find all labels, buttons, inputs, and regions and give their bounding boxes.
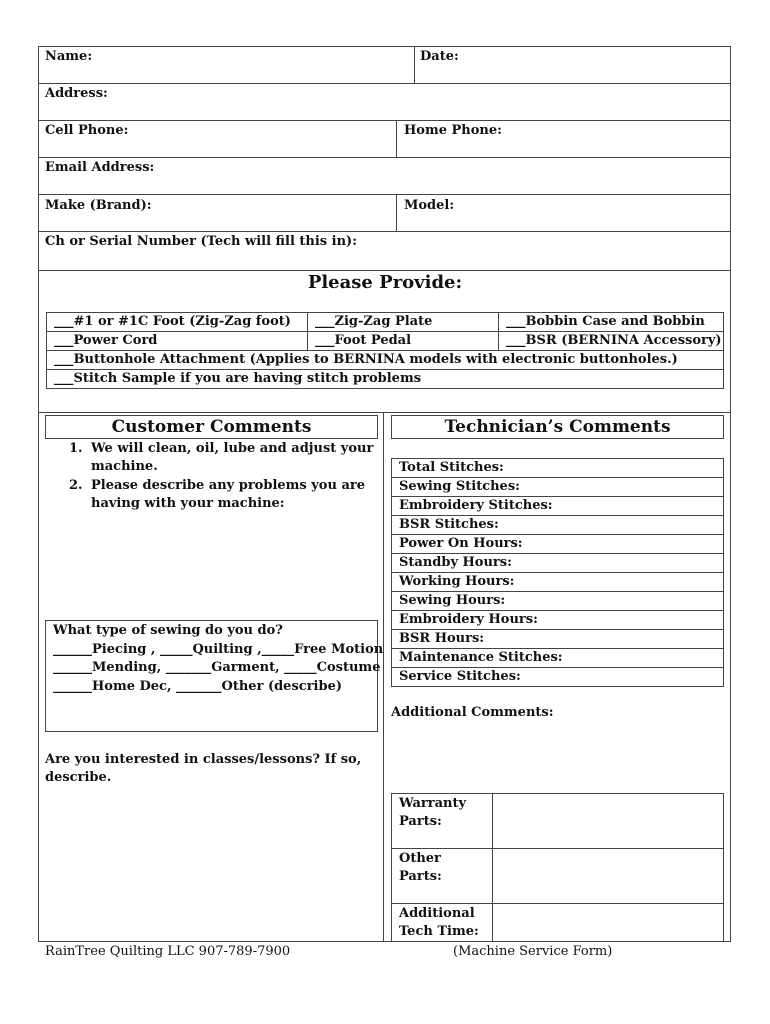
tech-row-embroidery-hours[interactable]: Embroidery Hours:	[391, 610, 724, 630]
date-field[interactable]	[414, 46, 731, 84]
tech-row-bsr-hours[interactable]: BSR Hours:	[391, 629, 724, 649]
tech-row-embroidery-stitches[interactable]: Embroidery Stitches:	[391, 496, 724, 516]
sewing-line-3: ______Home Dec, _______Other (describe)	[53, 679, 342, 694]
customer-list-item-2-line1: Please describe any problems you are	[91, 478, 366, 493]
address-label: Address:	[45, 86, 108, 101]
column-divider	[383, 413, 384, 942]
classes-question-line1: Are you interested in classes/lessons? If so,	[45, 752, 362, 767]
tech-time-label-line1: Additional	[399, 906, 475, 921]
tech-row-service-stitches[interactable]: Service Stitches:	[391, 667, 724, 687]
customer-list-item-2-line2: having with your machine:	[91, 496, 285, 511]
warranty-parts-input[interactable]	[493, 794, 723, 848]
sewing-question: What type of sewing do you do?	[53, 623, 283, 638]
tech-time-input[interactable]	[493, 904, 723, 941]
provide-item-plate[interactable]: ___Zig-Zag Plate	[307, 312, 499, 332]
tech-row-bsr-stitches[interactable]: BSR Stitches:	[391, 515, 724, 535]
tech-row-total-stitches[interactable]: Total Stitches:	[391, 458, 724, 478]
provide-item-buttonhole[interactable]: ___Buttonhole Attachment (Applies to BERNINA models with electronic buttonholes.)	[46, 350, 724, 370]
tech-row-sewing-hours[interactable]: Sewing Hours:	[391, 591, 724, 611]
home-phone-label: Home Phone:	[404, 123, 502, 138]
other-parts-label-line2: Parts:	[399, 869, 442, 884]
make-label: Make (Brand):	[45, 198, 152, 213]
email-label: Email Address:	[45, 160, 155, 175]
provide-item-bobbin[interactable]: ___Bobbin Case and Bobbin	[498, 312, 724, 332]
customer-list-item-1-line1: We will clean, oil, lube and adjust your	[91, 441, 374, 456]
customer-list-num-1: 1.	[69, 441, 83, 456]
provide-item-foot[interactable]: ___#1 or #1C Foot (Zig-Zag foot)	[46, 312, 308, 332]
warranty-parts-label-line1: Warranty	[399, 796, 467, 811]
classes-question-line2: describe.	[45, 770, 112, 785]
tech-row-sewing-stitches[interactable]: Sewing Stitches:	[391, 477, 724, 497]
serial-label: Ch or Serial Number (Tech will fill this in):	[45, 234, 357, 249]
provide-item-stitch-sample[interactable]: ___Stitch Sample if you are having stitch problems	[46, 369, 724, 389]
date-label: Date:	[420, 49, 459, 64]
footer-company: RainTree Quilting LLC 907-789-7900	[45, 944, 291, 959]
provide-item-foot-pedal[interactable]: ___Foot Pedal	[307, 331, 499, 351]
model-label: Model:	[404, 198, 455, 213]
tech-row-maintenance-stitches[interactable]: Maintenance Stitches:	[391, 648, 724, 668]
name-field[interactable]	[38, 46, 415, 84]
customer-comments-title: Customer Comments	[111, 417, 312, 437]
tech-row-standby-hours[interactable]: Standby Hours:	[391, 553, 724, 573]
name-label: Name:	[45, 49, 93, 64]
provide-title: Please Provide:	[307, 272, 463, 293]
other-parts-label-line1: Other	[399, 851, 441, 866]
tech-row-working-hours[interactable]: Working Hours:	[391, 572, 724, 592]
sewing-line-1: ______Piecing , _____Quilting ,_____Free Motion	[53, 642, 384, 657]
provide-item-bsr[interactable]: ___BSR (BERNINA Accessory)	[498, 331, 724, 351]
footer-form-name: (Machine Service Form)	[453, 944, 613, 959]
sewing-line-2: ______Mending, _______Garment, _____Costume	[53, 660, 381, 675]
tech-time-label-line2: Tech Time:	[399, 924, 479, 939]
additional-comments-label: Additional Comments:	[391, 705, 554, 720]
customer-list-num-2: 2.	[69, 478, 83, 493]
tech-row-power-on-hours[interactable]: Power On Hours:	[391, 534, 724, 554]
provide-item-power-cord[interactable]: ___Power Cord	[46, 331, 308, 351]
warranty-parts-label-line2: Parts:	[399, 814, 442, 829]
address-field[interactable]	[38, 83, 731, 121]
customer-list-item-1-line2: machine.	[91, 459, 158, 474]
cell-phone-label: Cell Phone:	[45, 123, 129, 138]
other-parts-input[interactable]	[493, 849, 723, 903]
technician-comments-title: Technician’s Comments	[444, 417, 671, 437]
